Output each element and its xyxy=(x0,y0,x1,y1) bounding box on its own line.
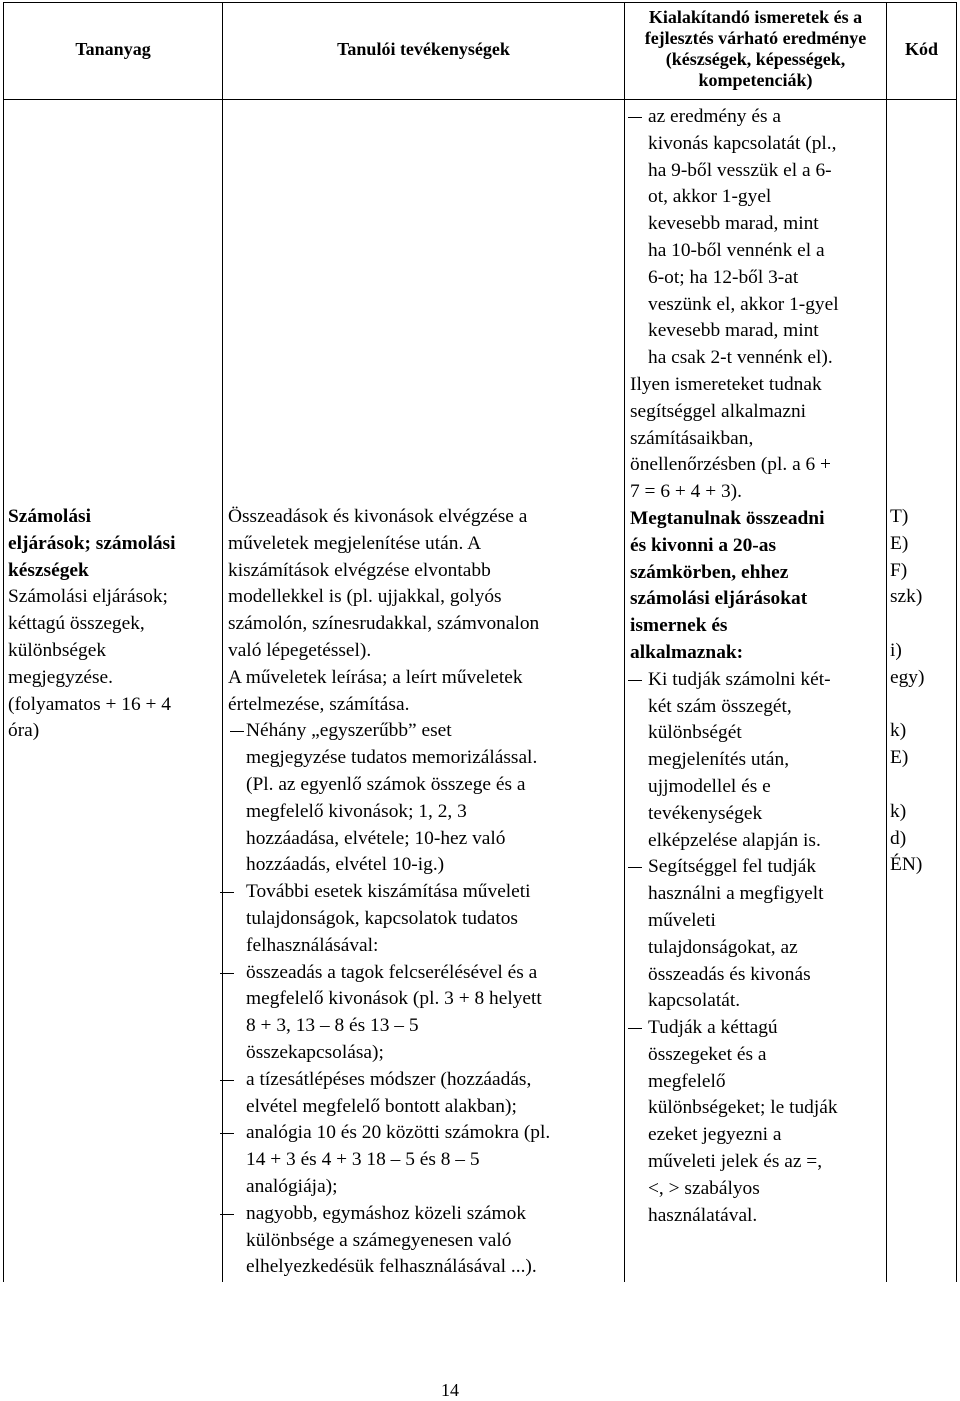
activity-item-line: megfelelő kivonások (pl. 3 + 8 helyett xyxy=(246,988,542,1010)
activity-line: értelmezése, számítása. xyxy=(228,693,410,715)
activity-item-line: analógiája); xyxy=(246,1175,338,1197)
outcome-list-item xyxy=(630,854,880,1015)
dash-bullet xyxy=(230,731,244,732)
outcome-line: segítséggel alkalmazni xyxy=(630,400,807,422)
code-line: E) xyxy=(890,532,909,554)
table-border-left xyxy=(3,2,4,1282)
outcome-line: Tudják a kéttagú xyxy=(648,1017,778,1039)
outcome-line: elképzelése alapján is. xyxy=(648,829,821,851)
topic-line: kéttagú összegek, xyxy=(8,613,145,635)
header-divider xyxy=(3,99,957,100)
outcome-line: megfelelő xyxy=(648,1070,726,1092)
activity-item-line: elhelyezkedésük felhasználásával ...). xyxy=(246,1256,537,1278)
header-tananyag: Tananyag xyxy=(75,38,151,59)
activity-item-line: nagyobb, egymáshoz közeli számok xyxy=(246,1202,527,1224)
activity-item-line: összekapcsolása); xyxy=(246,1041,384,1063)
outcome-bold-line: alkalmaznak: xyxy=(630,641,744,663)
topic-line: (folyamatos + 16 + 4 xyxy=(8,693,171,715)
outcome-line: Ilyen ismereteket tudnak xyxy=(630,373,822,395)
topic-line: megjegyzése. xyxy=(8,666,113,688)
outcome-line: használatával. xyxy=(648,1204,758,1226)
outcome-line: kevesebb marad, mint xyxy=(648,213,819,235)
outcome-line: ezeket jegyezni a xyxy=(648,1124,782,1146)
outcome-list-item xyxy=(630,1015,880,1229)
outcome-line: Ki tudják számolni két- xyxy=(648,668,831,690)
header-kod: Kód xyxy=(904,38,938,59)
dash-bullet xyxy=(628,867,642,868)
activity-item-line: analógia 10 és 20 közötti számokra (pl. xyxy=(246,1122,551,1144)
code-line: E) xyxy=(890,747,909,769)
outcome-line: különbségét xyxy=(648,722,742,744)
activity-list-item xyxy=(228,1120,618,1200)
activity-list-item xyxy=(228,960,618,1067)
outcome-bold-line: és kivonni a 20-as xyxy=(630,534,776,556)
topic-line: különbségek xyxy=(8,639,107,661)
outcome-line: kapcsolatát. xyxy=(648,990,741,1012)
cell-tananyag xyxy=(8,504,214,745)
header-tanuloi-tevekenysegek: Tanulói tevékenységek xyxy=(337,38,510,59)
outcome-line: tulajdonságokat, az xyxy=(648,936,798,958)
outcome-bold-line: ismernek és xyxy=(630,615,728,637)
spacer xyxy=(890,611,956,638)
outcome-bold-line: számkörben, ehhez xyxy=(630,561,789,583)
activity-item-line: megfelelő kivonások; 1, 2, 3 xyxy=(246,800,467,822)
outcome-line: ha csak 2-t vennénk el). xyxy=(648,347,833,369)
activity-item-line: További esetek kiszámítása műveleti xyxy=(246,881,531,903)
dash-bullet xyxy=(628,117,642,118)
activity-line: modellekkel is (pl. ujjakkal, golyós xyxy=(228,586,502,608)
code-line: i) xyxy=(890,639,902,661)
code-line: k) xyxy=(890,720,907,742)
outcome-line: különbségeket; le tudják xyxy=(648,1097,838,1119)
outcome-line: kivonás kapcsolatát (pl., xyxy=(648,132,837,154)
activity-line: műveletek megjelenítése után. A xyxy=(228,532,482,554)
outcome-line: önellenőrzésben (pl. a 6 + xyxy=(630,454,831,476)
dash-bullet xyxy=(220,1214,234,1215)
column-divider-2 xyxy=(624,2,625,1282)
topic-line: óra) xyxy=(8,720,40,742)
outcome-bold-line: Megtanulnak összeadni xyxy=(630,507,825,529)
spacer xyxy=(890,772,956,799)
dash-bullet xyxy=(220,1133,234,1134)
dash-bullet xyxy=(628,680,642,681)
outcome-line: összegeket és a xyxy=(648,1043,767,1065)
outcome-line: összeadás és kivonás xyxy=(648,963,811,985)
outcome-line: Segítséggel fel tudják xyxy=(648,856,817,878)
outcome-line: 7 = 6 + 4 + 3). xyxy=(630,481,742,503)
activity-item-line: hozzáadása, elvétele; 10-hez való xyxy=(246,827,506,849)
outcome-line: ha 10-ből vennénk el a xyxy=(648,239,825,261)
outcome-line: számításaikban, xyxy=(630,427,754,449)
header-kialakitando-ismeretek xyxy=(625,0,886,98)
code-line: egy) xyxy=(890,666,925,688)
code-line: T) xyxy=(890,506,909,527)
activity-item-line: Néhány „egyszerűbb” eset xyxy=(246,720,452,742)
activity-item-line: különbsége a számegyenesen való xyxy=(246,1229,512,1251)
activity-line: való lépegetéssel). xyxy=(228,639,372,661)
code-line: d) xyxy=(890,827,907,849)
page-number: 14 xyxy=(441,1380,459,1400)
activity-line: számolón, színesrudakkal, számvonalon xyxy=(228,613,540,635)
outcome-line: használni a megfigyelt xyxy=(648,883,824,905)
activity-list-item xyxy=(228,1067,618,1121)
dash-bullet xyxy=(628,1028,642,1029)
dash-bullet xyxy=(220,973,234,974)
outcome-bold-line: számolási eljárásokat xyxy=(630,588,808,610)
cell-kod xyxy=(890,504,956,879)
activity-item-line: a tízesátlépéses módszer (hozzáadás, xyxy=(246,1068,532,1090)
outcome-line: tevékenységek xyxy=(648,802,763,824)
outcome-line: 6-ot; ha 12-ből 3-at xyxy=(648,266,799,288)
outcome-line: két szám összegét, xyxy=(648,695,792,717)
topic-title-line: eljárások; számolási xyxy=(8,532,176,554)
outcome-line: műveleti jelek és az =, xyxy=(648,1151,823,1173)
header-line: Kialakítandó ismeretek és a xyxy=(648,7,863,27)
outcome-line: ha 9-ből vesszük el a 6- xyxy=(648,159,832,181)
cell-tanuloi-tevekenysegek xyxy=(228,504,618,1281)
spacer xyxy=(890,692,956,719)
activity-line: Összeadások és kivonások elvégzése a xyxy=(228,506,528,527)
header-line: (készségek, képességek, xyxy=(665,49,846,69)
activity-item-line: tulajdonságok, kapcsolatok tudatos xyxy=(246,907,518,929)
outcome-line: <, > szabályos xyxy=(648,1177,760,1199)
outcome-line: megjelenítés után, xyxy=(648,749,790,771)
column-divider-1 xyxy=(222,2,223,1282)
activity-item-line: 14 + 3 és 4 + 3 18 – 5 és 8 – 5 xyxy=(246,1149,480,1171)
topic-line: Számolási eljárások; xyxy=(8,586,168,608)
outcome-line: az eredmény és a xyxy=(648,106,781,127)
activity-line: kiszámítások elvégzése elvontabb xyxy=(228,559,491,581)
outcome-continued-item xyxy=(630,104,880,372)
activity-item-line: hozzáadás, elvétel 10-ig.) xyxy=(246,854,445,876)
activity-list-item xyxy=(228,879,618,959)
topic-title-line: Számolási xyxy=(8,506,91,527)
dash-bullet xyxy=(220,892,234,893)
activity-line: A műveletek leírása; a leírt műveletek xyxy=(228,666,523,688)
activity-list-item xyxy=(228,1201,618,1281)
header-line: kompetenciák) xyxy=(698,70,813,90)
outcome-line: műveleti xyxy=(648,909,716,931)
activity-item-line: megjegyzése tudatos memorizálással. xyxy=(246,747,538,769)
code-line: k) xyxy=(890,800,907,822)
outcome-line: ujjmodellel és e xyxy=(648,775,771,797)
code-line: ÉN) xyxy=(890,854,923,876)
outcome-line: kevesebb marad, mint xyxy=(648,320,819,342)
code-line: szk) xyxy=(890,586,923,608)
activity-item-line: összeadás a tagok felcserélésével és a xyxy=(246,961,538,983)
topic-title-line: készségek xyxy=(8,559,89,581)
outcome-line: ot, akkor 1-gyel xyxy=(648,186,772,208)
outcome-list-item xyxy=(630,667,880,855)
header-line: fejlesztés várható eredménye xyxy=(644,28,867,48)
code-line: F) xyxy=(890,559,908,581)
dash-bullet xyxy=(220,1080,234,1081)
activity-item-line: felhasználásával: xyxy=(246,934,379,956)
activity-list-item xyxy=(228,718,618,879)
cell-kialakitando-ismeretek xyxy=(630,104,880,1229)
activity-item-line: elvétel megfelelő bontott alakban); xyxy=(246,1095,517,1117)
table-border-right xyxy=(956,2,957,1282)
column-divider-3 xyxy=(886,2,887,1282)
activity-item-line: (Pl. az egyenlő számok összege és a xyxy=(246,773,526,795)
activity-item-line: 8 + 3, 13 – 8 és 13 – 5 xyxy=(246,1015,419,1037)
outcome-line: veszünk el, akkor 1-gyel xyxy=(648,293,839,315)
